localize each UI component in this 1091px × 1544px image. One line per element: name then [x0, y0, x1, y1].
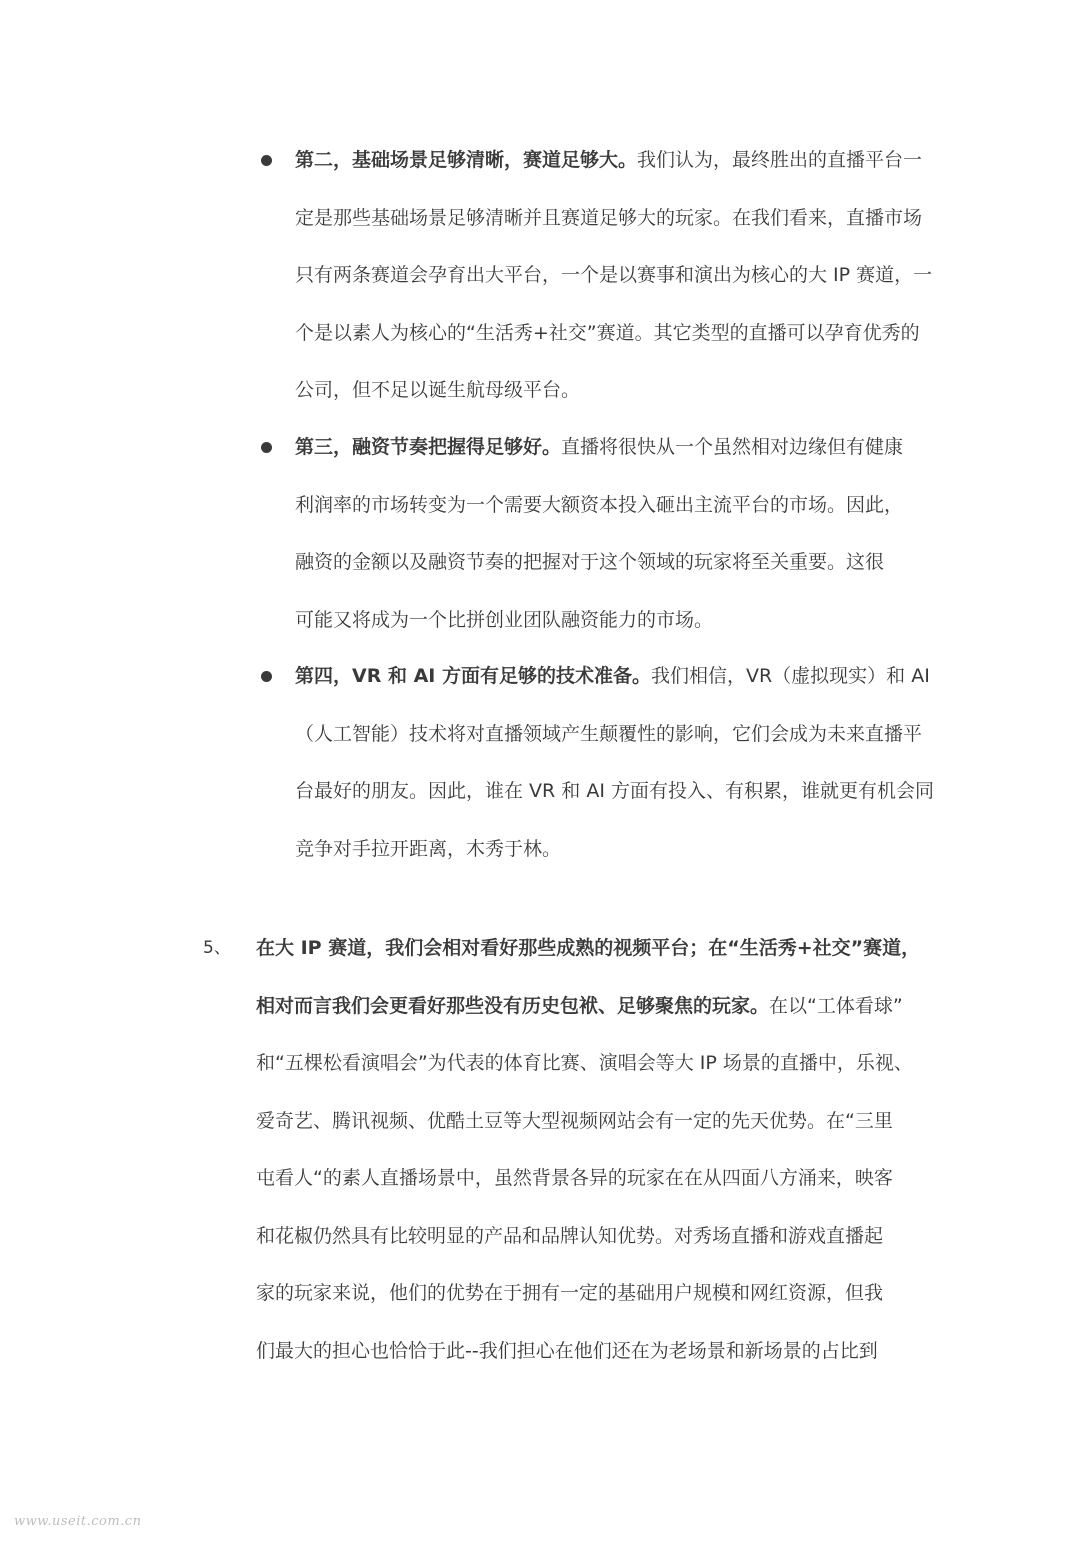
normal-text: 在以“工体看球” — [769, 994, 903, 1017]
list-number: 5、 — [203, 938, 231, 958]
bullet-dot-icon — [261, 155, 272, 166]
paragraph-line: 竞争对手拉开距离，木秀于林。 — [295, 837, 562, 860]
bullet-lead: 第三，融资节奏把握得足够好。 — [295, 436, 562, 458]
bullet-paragraph-1 — [295, 132, 935, 420]
numbered-paragraph-5 — [256, 920, 936, 1380]
bullet-paragraph-2 — [295, 419, 935, 649]
paragraph-line: 融资的金额以及融资节奏的把握对于这个领域的玩家将至关重要。这很 — [295, 551, 885, 573]
paragraph-line: 公司，但不足以诞生航母级平台。 — [295, 379, 581, 401]
bullet-dot-icon — [261, 671, 272, 682]
paragraph-line: 个是以素人为核心的“生活秀+社交”赛道。其它类型的直播可以孕育优秀的 — [295, 321, 920, 344]
paragraph-line — [256, 978, 936, 1036]
paragraph-line: 只有两条赛道会孕育出大平台，一个是以赛事和演出为核心的大 IP 赛道，一 — [295, 264, 933, 286]
paragraph-line: 和“五棵松看演唱会”为代表的体育比赛、演唱会等大 IP 场景的直播中，乐视、 — [256, 1052, 913, 1074]
bold-text: 相对而言我们会更看好那些没有历史包袱、足够聚焦的玩家。 — [256, 994, 770, 1017]
bullet-lead: 第四，VR 和 AI 方面有足够的技术准备。 — [295, 665, 651, 687]
bullet-text: 直播将很快从一个虽然相对边缘但有健康 — [561, 436, 904, 458]
paragraph-line: 屯看人“的素人直播场景中，虽然背景各异的玩家在在从四面八方涌来，映客 — [256, 1167, 893, 1189]
bullet-paragraph-3 — [295, 648, 935, 878]
paragraph-line: 们最大的担心也恰恰于此--我们担心在他们还在为老场景和新场景的占比到 — [256, 1339, 878, 1362]
paragraph-line: 可能又将成为一个比拼创业团队融资能力的市场。 — [295, 608, 714, 631]
bullet-text: 我们相信，VR（虚拟现实）和 AI — [650, 665, 930, 687]
paragraph-line: 台最好的朋友。因此，谁在 VR 和 AI 方面有投入、有积累，谁就更有机会同 — [295, 780, 934, 802]
bullet-dot-icon — [261, 442, 272, 453]
watermark-text: www.useit.com.cn — [14, 1514, 142, 1529]
paragraph-line — [295, 648, 935, 706]
paragraph-line — [295, 132, 935, 190]
bullet-lead: 第二，基础场景足够清晰，赛道足够大。 — [295, 149, 638, 171]
paragraph-line: 利润率的市场转变为一个需要大额资本投入砸出主流平台的市场。因此， — [295, 493, 904, 516]
paragraph-line: （人工智能）技术将对直播领域产生颠覆性的影响，它们会成为未来直播平 — [295, 722, 923, 745]
paragraph-line: 和花椒仍然具有比较明显的产品和品牌认知优势。对秀场直播和游戏直播起 — [256, 1224, 884, 1247]
paragraph-line-bold: 在大 IP 赛道，我们会相对看好那些成熟的视频平台；在“生活秀+社交”赛道， — [256, 937, 921, 959]
paragraph-line: 家的玩家来说，他们的优势在于拥有一定的基础用户规模和网红资源，但我 — [256, 1282, 884, 1304]
paragraph-line — [295, 419, 935, 477]
paragraph-line: 定是那些基础场景足够清晰并且赛道足够大的玩家。在我们看来，直播市场 — [295, 206, 923, 229]
paragraph-line: 爱奇艺、腾讯视频、优酷土豆等大型视频网站会有一定的先天优势。在“三里 — [256, 1109, 893, 1132]
bullet-text: 我们认为，最终胜出的直播平台一 — [637, 149, 923, 171]
